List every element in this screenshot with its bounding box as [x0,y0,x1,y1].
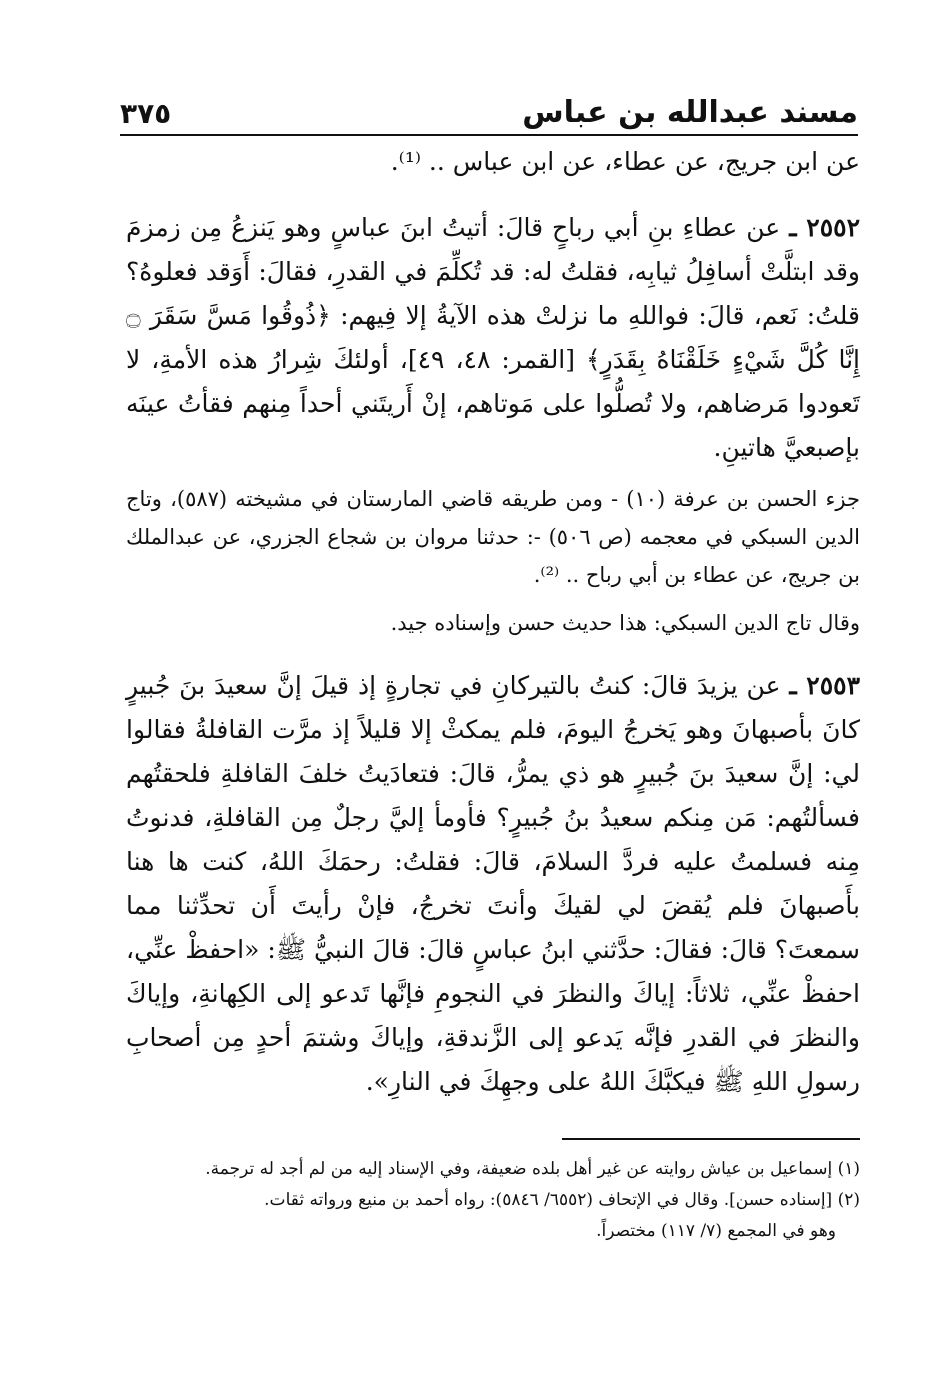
source-note: جزء الحسن بن عرفة (١٠) - ومن طريقه قاضي المارستان في مشيخته (٥٨٧)، وتاج الدين السبكي في معجمه (ص ٥٠٦) -: حدثنا مروان بن شجاع الجزري، عن عبدالملك بن جريج، عن عطاء بن أبي رباح .. ⁽²⁾. [126,487,861,587]
hadith-number: ٢٥٥٣ ـ [789,671,861,700]
page-number: ٣٧٥ [120,97,172,130]
continuation-paragraph: عن ابن جريج، عن عطاء، عن ابن عباس .. ⁽¹⁾. [390,147,860,176]
grading-note: وقال تاج الدين السبكي: هذا حديث حسن وإسناده جيد. [390,611,860,635]
hadith-text: عن يزيدَ قالَ: كنتُ بالتيركانِ في تجارةٍ إذ قيلَ إنَّ سعيدَ بنَ جُبيرٍ كانَ بأصبهانَ وهو يَخرجُ اليومَ، فلم يمكثْ إلا قليلاً إذ مرَّت القافلةُ فقالوا لي: إنَّ سعيدَ بنَ جُبيرٍ هو ذي يمرُّ، قالَ: فتعادَيتُ خلفَ القافلةِ فلحقتُهم فسألتُهم: مَن مِنكم سعيدُ بنُ جُبيرٍ؟ فأومأ إليَّ رجلٌ مِن القافلةِ، فدنوتُ مِنه فسلمتُ عليه فردَّ السلامَ، قالَ: فقلتُ: رحمَكَ اللهُ، كنت ها هنا بأَصبهانَ فلم يُقضَ لي لقيكَ وأنتَ تخرجُ، فإنْ رأيتَ أَن تحدِّثنا مما سمعتَ؟ قالَ: فقالَ: حدَّثني ابنُ عباسٍ قالَ: قالَ النبيُّ ﷺ: «احفظْ عنِّي، احفظْ عنِّي، ثلاثاً: إياكَ والنظرَ في النجومِ فإنَّها تَدعو إلى الكِهانةِ، وإياكَ والنظرَ في القدرِ فإنَّه يَدعو إلى الزَّندقةِ، وإياكَ وشتمَ أحدٍ مِن أصحابِ رسولِ اللهِ ﷺ فيكبَّكَ اللهُ على وجهِكَ في النارِ». [126,671,860,1096]
running-title: مسند عبدالله بن عباس [522,95,858,130]
footnote-divider [562,1138,860,1140]
page-content [126,140,860,1104]
footnote-2: (٢) [إسناده حسن]. وقال في الإتحاف (٦٥٥٢/ ٥٨٤٦): رواه أحمد بن منيع ورواته ثقات. [264,1190,860,1210]
footnote-2-continuation: وهو في المجمع (٧/ ١١٧) مختصراً. [596,1221,836,1241]
hadith-number: ٢٥٥٢ ـ [789,213,860,242]
hadith-2553 [126,664,860,1104]
hadith-text: عن عطاءِ بنِ أبي رباحٍ قالَ: أتيتُ ابنَ عباسٍ وهو يَنزعُ مِن زمزمَ وقد ابتلَّتْ أسافِلُ ثيابِه، فقلتُ له: قد تُكلِّمَ في القدرِ، فقالَ: أَوَقد فعلوهُ؟ قلتُ: نَعم، قالَ: فواللهِ ما نزلتْ هذه الآيةُ إلا فِيهم: ﴿ذُوقُوا مَسَّ سَقَرَ ۝ إِنَّا كُلَّ شَيْءٍ خَلَقْنَاهُ بِقَدَرٍ﴾ [القمر: ٤٨، ٤٩]، أولئكَ شِرارُ هذه الأمةِ، لا تَعودوا مَرضاهم، ولا تُصلُّوا على مَوتاهم، إنْ أَريتَني أحداً مِنهم فقأتُ عينَه بإصبعيَّ هاتينِ. [126,213,861,462]
hadith-2552 [126,206,860,470]
footnote-1: (١) إسماعيل بن عياش روايته عن غير أهل بلده ضعيفة، وفي الإسناد إليه من لم أجد له ترجمة. [205,1159,860,1179]
footnotes [126,1154,860,1247]
page-header [120,80,858,136]
